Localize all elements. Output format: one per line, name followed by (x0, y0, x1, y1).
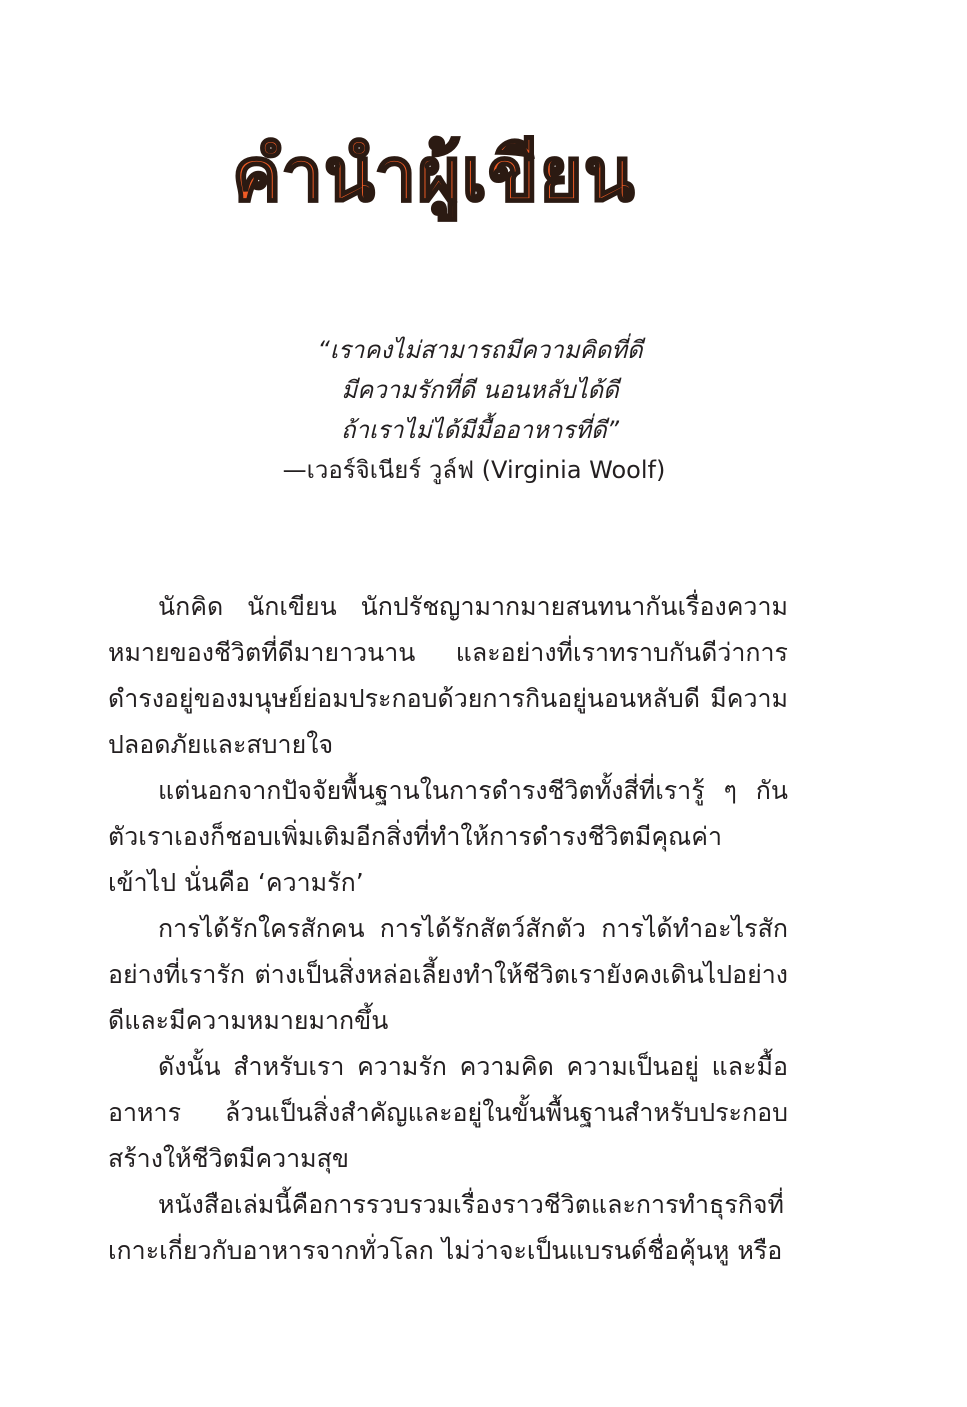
epigraph-attribution: —เวอร์จิเนียร์ วูล์ฟ (Virginia Woolf) (282, 456, 666, 484)
epigraph-line: มีความรักที่ดี นอนหลับได้ดี (341, 376, 619, 404)
paragraph: หนังสือเล่มนี้คือการรวบรวมเรื่องราวชีวิตและการทำธุรกิจที่เกาะเกี่ยวกับอาหารจากทั่วโลก ไม่ว่าจะเป็นแบรนด์ชื่อคุ้นหู หรือ (108, 1190, 784, 1265)
body-text (108, 584, 788, 1274)
epigraph (200, 330, 760, 490)
paragraph: แต่นอกจากปัจจัยพื้นฐานในการดำรงชีวิตทั้งสี่ที่เรารู้ ๆ กัน ตัวเราเองก็ชอบเพิ่มเติมอีกสิ่งที่ทำให้การดำรงชีวิตมีคุณค่าเข้าไป นั่นคือ ‘ความรัก’ (108, 776, 788, 897)
paragraph: การได้รักใครสักคน การได้รักสัตว์สักตัว การได้ทำอะไรสักอย่างที่เรารัก ต่างเป็นสิ่งหล่อเลี้ยงทำให้ชีวิตเรายังคงเดินไปอย่างดีและมีความหมายมากขึ้น (108, 914, 788, 1035)
paragraph: นักคิด นักเขียน นักปรัชญามากมายสนทนากันเรื่องความหมายของชีวิตที่ดีมายาวนาน และอย่างที่เราทราบกันดีว่าการดำรงอยู่ของมนุษย์ย่อมประกอบด้วยการกินอยู่นอนหลับดี มีความปลอดภัยและสบายใจ (108, 592, 788, 759)
page-title: คำนำผู้เขียน (232, 132, 636, 218)
epigraph-line: “เราคงไม่สามารถมีความคิดที่ดี (317, 336, 643, 364)
paragraph: ดังนั้น สำหรับเรา ความรัก ความคิด ความเป็นอยู่ และมื้ออาหาร ล้วนเป็นสิ่งสำคัญและอยู่ในขั้นพื้นฐานสำหรับประกอบสร้างให้ชีวิตมีความสุข (108, 1052, 788, 1173)
epigraph-line: ถ้าเราไม่ได้มีมื้ออาหารที่ดี” (340, 416, 620, 444)
